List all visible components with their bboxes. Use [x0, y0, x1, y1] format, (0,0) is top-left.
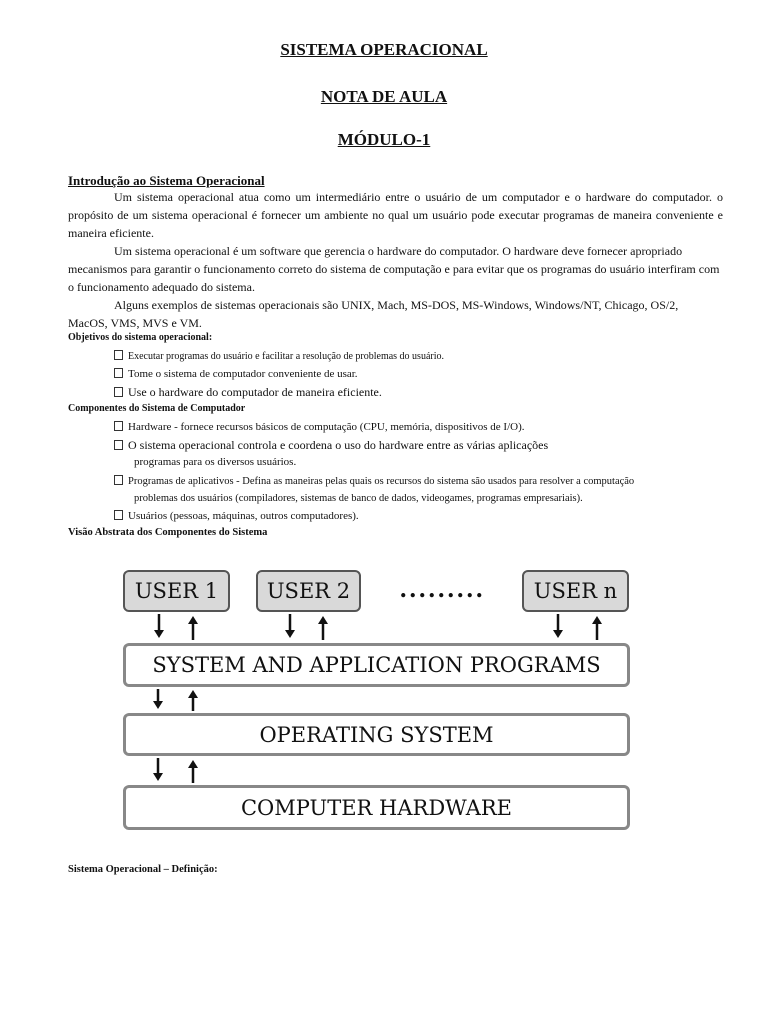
- intro-paragraph-1: Um sistema operacional atua como um intermediário entre o usuário de um computador e o hardware do computador. o propósito de um sistema operacional é fornecer um ambiente no qual um usuário pode executar programas de maneira conveniente e maneira eficiente.: [68, 190, 723, 240]
- document-subtitle: NOTA DE AULA: [320, 87, 448, 106]
- objective-item: Use o hardware do computador de maneira eficiente.: [114, 384, 382, 401]
- component-item: Programas de aplicativos - Defina as maneiras pelas quais os recursos do sistema são usados para resolver a computação problemas dos usuários (compiladores, sistemas de banco de dados, videogames, programas empresariais).: [114, 473, 634, 507]
- definition-heading: Sistema Operacional – Definição:: [68, 864, 218, 875]
- module-title: MÓDULO-1: [337, 130, 431, 149]
- computer-hardware-layer: COMPUTER HARDWARE: [123, 785, 630, 830]
- objective-item: Executar programas do usuário e facilitar a resolução de problemas do usuário.: [114, 348, 444, 365]
- component-item: Usuários (pessoas, máquinas, outros computadores).: [114, 508, 359, 525]
- document-title: SISTEMA OPERACIONAL: [280, 40, 488, 59]
- component-item: Hardware - fornece recursos básicos de computação (CPU, memória, dispositivos de I/O).: [114, 419, 525, 436]
- intro-heading: Introdução ao Sistema Operacional: [68, 173, 265, 188]
- objectives-heading: Objetivos do sistema operacional:: [68, 332, 213, 343]
- intro-paragraph-2: Um sistema operacional é um software que gerencia o hardware do computador. O hardware deve fornecer apropriado mecanismos para garantir o funcionamento correto do sistema de computação e para evitar que os programas do usuário interfiram com o funcionamento adequado do sistema.: [68, 244, 720, 294]
- user-n-box: USER n: [522, 570, 629, 612]
- objective-item: Tome o sistema de computador conveniente de usar.: [114, 366, 358, 383]
- component-item: O sistema operacional controla e coordena o uso do hardware entre as várias aplicações programas para os diversos usuários.: [114, 437, 644, 471]
- intro-paragraph-3: Alguns exemplos de sistemas operacionais são UNIX, Mach, MS-DOS, MS-Windows, Windows/NT, Chicago, OS/2, MacOS, VMS, MVS e VM.: [68, 298, 679, 330]
- diagram-heading: Visão Abstrata dos Componentes do Sistema: [68, 527, 268, 538]
- components-heading: Componentes do Sistema de Computador: [68, 403, 246, 414]
- ellipsis-dots: .........: [400, 574, 486, 603]
- user-1-box: USER 1: [123, 570, 230, 612]
- operating-system-layer: OPERATING SYSTEM: [123, 713, 630, 756]
- user-2-box: USER 2: [256, 570, 361, 612]
- system-application-programs-layer: SYSTEM AND APPLICATION PROGRAMS: [123, 643, 630, 687]
